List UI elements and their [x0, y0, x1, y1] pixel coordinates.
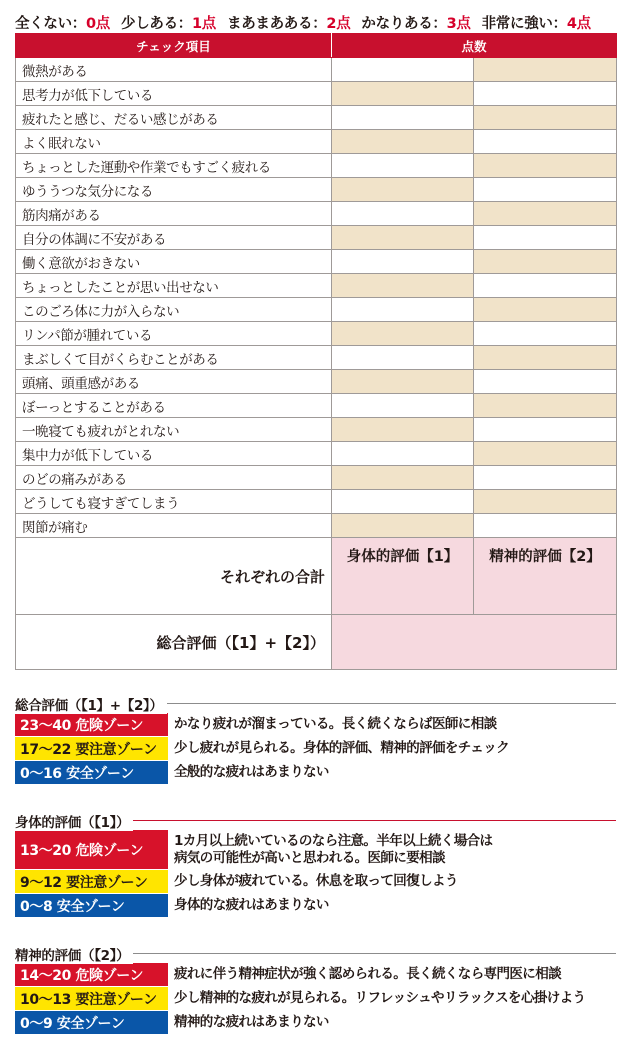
checklist-row [16, 442, 617, 466]
check-item-label: まぶしくて目がくらむことがある [16, 346, 332, 370]
score-cell-mental[interactable] [474, 82, 617, 106]
score-cell-mental[interactable] [474, 466, 617, 490]
check-item-label: どうしても寝すぎてしまう [16, 490, 332, 514]
zone-description: 身体的な疲れはあまりない [174, 897, 329, 913]
zone-description: かなり疲れが溜まっている。長く続くならば医師に相談 [174, 716, 497, 732]
checklist-row [16, 298, 617, 322]
checklist-row [16, 514, 617, 538]
mental-score-field[interactable]: 精神的評価【2】 [474, 538, 617, 615]
section-title [15, 944, 616, 962]
total-label: 総合評価（【1】+【2】） [16, 615, 332, 670]
score-cell-physical[interactable] [332, 298, 474, 322]
score-cell-physical[interactable] [332, 202, 474, 226]
legend-item-1: 少しある：1点 [121, 15, 216, 32]
score-cell-mental[interactable] [474, 322, 617, 346]
evaluation-row-caution [15, 870, 616, 893]
safe-zone-badge: 0～8 安全ゾーン [15, 894, 168, 917]
score-cell-physical[interactable] [332, 82, 474, 106]
checklist-row [16, 250, 617, 274]
check-item-label: 関節が痛む [16, 514, 332, 538]
subtotal-label: それぞれの合計 [16, 538, 332, 615]
evaluation-row-caution [15, 987, 616, 1010]
score-cell-mental[interactable] [474, 490, 617, 514]
score-cell-mental[interactable] [474, 178, 617, 202]
score-cell-physical[interactable] [332, 178, 474, 202]
zone-description: 少し精神的な疲れが見られる。リフレッシュやリラックスを心掛けよう [174, 990, 586, 1006]
checklist-row [16, 394, 617, 418]
safe-zone-badge: 0～16 安全ゾーン [15, 761, 168, 784]
score-cell-mental[interactable] [474, 106, 617, 130]
score-cell-mental[interactable] [474, 130, 617, 154]
evaluation-row-caution [15, 737, 616, 760]
header-score: 点数 [332, 34, 617, 58]
section-title-text: 総合評価（【1】+【2】） [15, 698, 167, 714]
score-cell-mental[interactable] [474, 370, 617, 394]
check-item-label: ちょっとしたことが思い出せない [16, 274, 332, 298]
physical-evaluation-section [15, 811, 616, 917]
zone-description: 少し疲れが見られる。身体的評価、精神的評価をチェック [174, 740, 509, 756]
score-cell-physical[interactable] [332, 418, 474, 442]
checklist-row [16, 82, 617, 106]
overall-evaluation-section [15, 694, 616, 784]
checklist-row [16, 106, 617, 130]
check-item-label: のどの痛みがある [16, 466, 332, 490]
score-cell-physical[interactable] [332, 394, 474, 418]
zone-description: 精神的な疲れはあまりない [174, 1014, 329, 1030]
score-cell-mental[interactable] [474, 418, 617, 442]
score-cell-mental[interactable] [474, 226, 617, 250]
evaluation-row-danger [15, 830, 616, 869]
score-cell-physical[interactable] [332, 466, 474, 490]
checklist-row [16, 490, 617, 514]
checklist-row [16, 274, 617, 298]
section-title [15, 811, 616, 829]
check-item-label: ゆううつな気分になる [16, 178, 332, 202]
checklist-row [16, 58, 617, 82]
checklist-row [16, 418, 617, 442]
checklist-row [16, 466, 617, 490]
danger-zone-badge: 13～20 危険ゾーン [15, 830, 168, 869]
section-title [15, 694, 616, 712]
score-cell-physical[interactable] [332, 58, 474, 82]
check-item-label: このごろ体に力が入らない [16, 298, 332, 322]
check-item-label: ぼーっとすることがある [16, 394, 332, 418]
check-item-label: 自分の体調に不安がある [16, 226, 332, 250]
checklist-row [16, 202, 617, 226]
score-cell-physical[interactable] [332, 154, 474, 178]
check-item-label: 働く意欲がおきない [16, 250, 332, 274]
score-cell-mental[interactable] [474, 394, 617, 418]
score-cell-physical[interactable] [332, 514, 474, 538]
check-item-label: 微熱がある [16, 58, 332, 82]
check-item-label: 集中力が低下している [16, 442, 332, 466]
legend-item-3: かなりある：3点 [361, 15, 471, 32]
score-cell-physical[interactable] [332, 106, 474, 130]
checklist-row [16, 346, 617, 370]
score-cell-mental[interactable] [474, 442, 617, 466]
score-cell-physical[interactable] [332, 130, 474, 154]
check-item-label: 思考力が低下している [16, 82, 332, 106]
zone-description: 全般的な疲れはあまりない [174, 764, 329, 780]
score-cell-physical[interactable] [332, 490, 474, 514]
check-item-label: よく眠れない [16, 130, 332, 154]
score-cell-mental[interactable] [474, 298, 617, 322]
total-score-field[interactable] [332, 615, 617, 670]
header-check-item: チェック項目 [16, 34, 332, 58]
section-title-text: 精神的評価（【2】） [15, 948, 133, 964]
score-cell-mental[interactable] [474, 514, 617, 538]
legend-item-4: 非常に強い：4点 [481, 15, 591, 32]
legend-item-2: まあまあある：2点 [227, 15, 351, 32]
checklist-row [16, 178, 617, 202]
score-cell-physical[interactable] [332, 274, 474, 298]
caution-zone-badge: 17～22 要注意ゾーン [15, 737, 168, 760]
score-cell-physical[interactable] [332, 226, 474, 250]
score-cell-mental[interactable] [474, 58, 617, 82]
score-cell-physical[interactable] [332, 370, 474, 394]
checklist-row [16, 322, 617, 346]
zone-description: 疲れに伴う精神症状が強く認められる。長く続くなら専門医に相談 [174, 966, 561, 982]
evaluation-row-safe [15, 1011, 616, 1034]
evaluation-row-danger [15, 963, 616, 986]
evaluation-row-safe [15, 761, 616, 784]
caution-zone-badge: 9～12 要注意ゾーン [15, 870, 168, 893]
legend-item-0: 全くない：0点 [15, 15, 110, 32]
checklist-row [16, 130, 617, 154]
safe-zone-badge: 0～9 安全ゾーン [15, 1011, 168, 1034]
zone-description: 1カ月以上続いているのなら注意。半年以上続く場合は 病気の可能性が高いと思われる。医師に要相談 [174, 832, 493, 866]
caution-zone-badge: 10～13 要注意ゾーン [15, 987, 168, 1010]
check-item-label: 一晩寝ても疲れがとれない [16, 418, 332, 442]
score-cell-mental[interactable] [474, 202, 617, 226]
score-cell-mental[interactable] [474, 346, 617, 370]
score-cell-mental[interactable] [474, 154, 617, 178]
score-cell-physical[interactable] [332, 346, 474, 370]
zone-description: 少し身体が疲れている。休息を取って回復しよう [174, 873, 458, 889]
mental-evaluation-section [15, 944, 616, 1034]
physical-score-field[interactable]: 身体的評価【1】 [332, 538, 474, 615]
score-cell-physical[interactable] [332, 322, 474, 346]
danger-zone-badge: 23～40 危険ゾーン [15, 713, 168, 736]
check-item-label: ちょっとした運動や作業でもすごく疲れる [16, 154, 332, 178]
danger-zone-badge: 14～20 危険ゾーン [15, 963, 168, 986]
checklist-row [16, 154, 617, 178]
check-item-label: 頭痛、頭重感がある [16, 370, 332, 394]
score-cell-mental[interactable] [474, 250, 617, 274]
check-item-label: リンパ節が腫れている [16, 322, 332, 346]
section-title-text: 身体的評価（【1】） [15, 815, 133, 831]
check-item-label: 筋肉痛がある [16, 202, 332, 226]
score-cell-physical[interactable] [332, 442, 474, 466]
checklist-row [16, 226, 617, 250]
checklist-row [16, 370, 617, 394]
evaluation-row-danger [15, 713, 616, 736]
evaluation-row-safe [15, 894, 616, 917]
check-item-label: 疲れたと感じ、だるい感じがある [16, 106, 332, 130]
fatigue-checklist-table [15, 33, 617, 670]
score-cell-mental[interactable] [474, 274, 617, 298]
score-cell-physical[interactable] [332, 250, 474, 274]
score-legend [15, 9, 620, 35]
